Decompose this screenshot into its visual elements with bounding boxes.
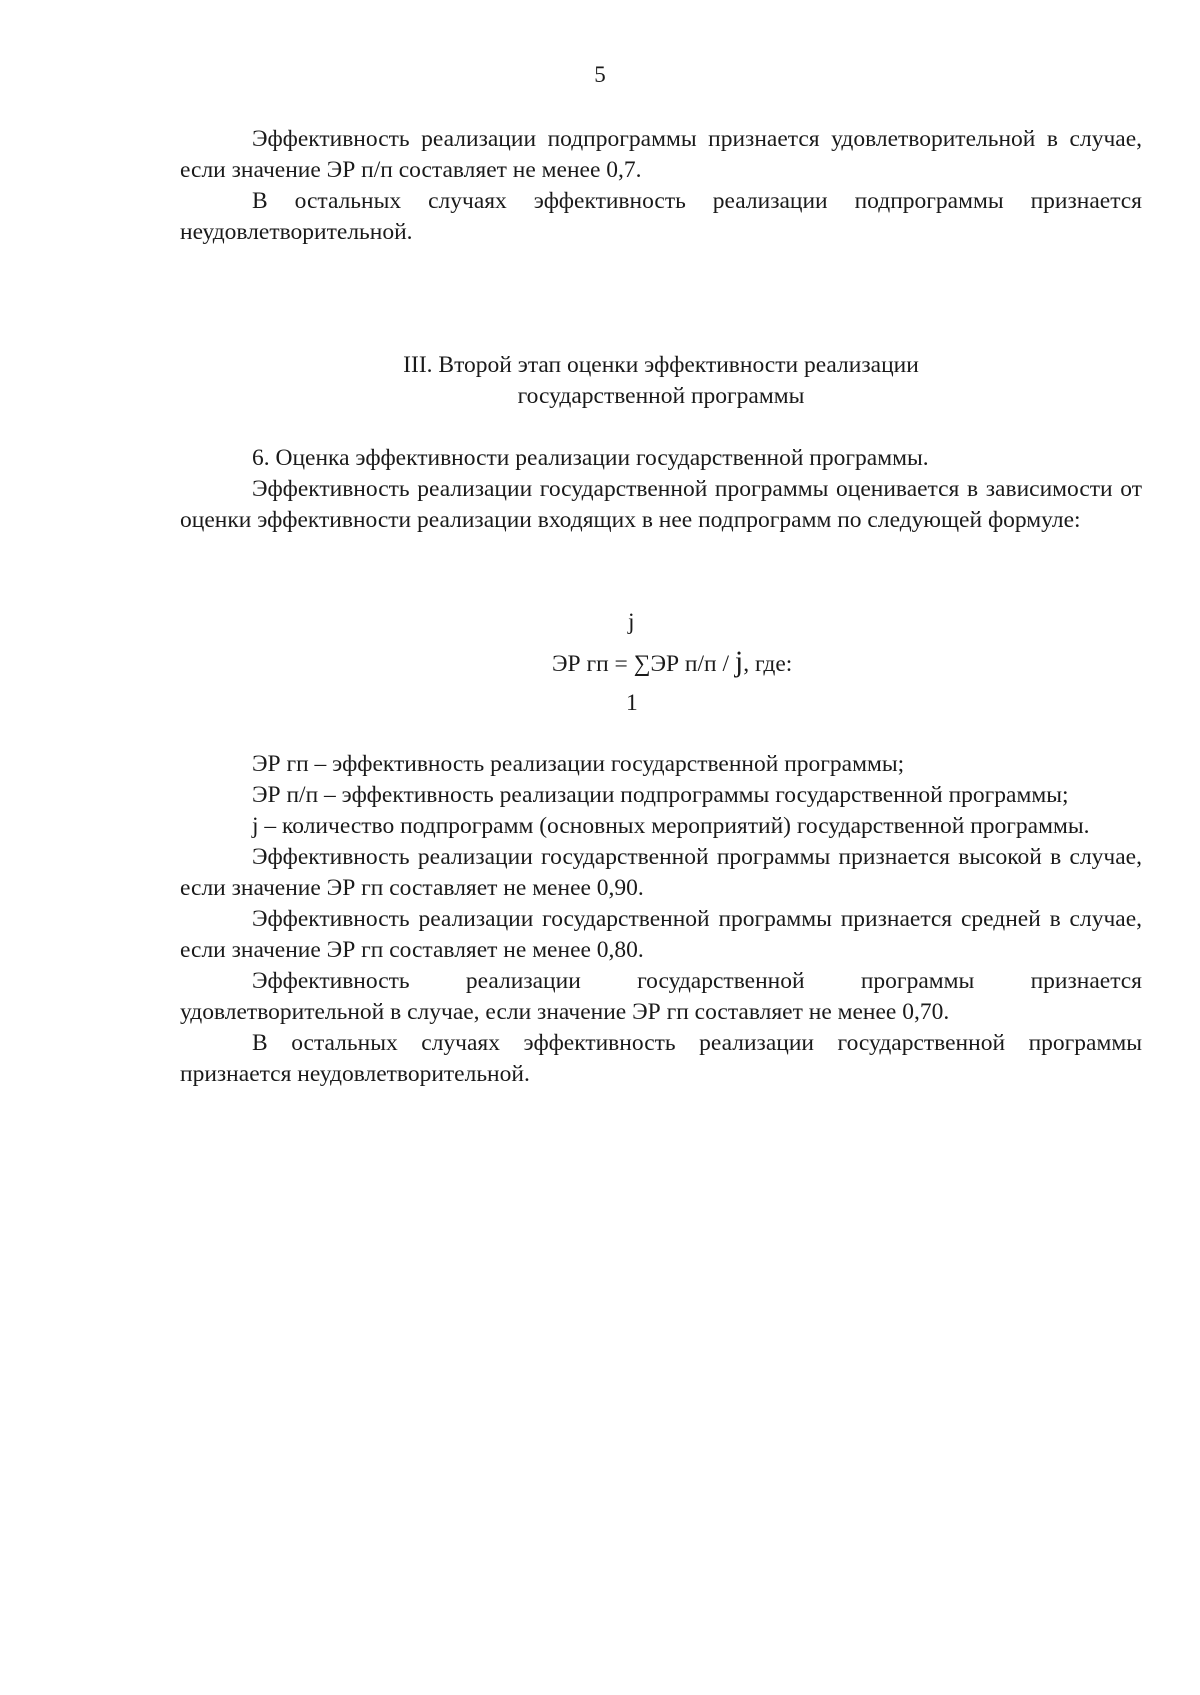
section-heading-line: III. Второй этап оценки эффективности реализации xyxy=(403,352,919,378)
sum-lower-limit: 1 xyxy=(626,690,638,716)
formula-expression xyxy=(552,645,793,678)
section-heading-line: государственной программы xyxy=(517,383,805,409)
paragraph: Эффективность реализации государственной программы признается высокой в случае, если значение ЭР гп составляет не менее 0,90. xyxy=(180,844,1142,901)
intro-text xyxy=(180,124,1142,248)
paragraph: j – количество подпрограмм (основных мероприятий) государственной программы. xyxy=(252,813,1090,839)
paragraph: Эффективность реализации государственной программы оценивается в зависимости от оценки эффективности реализации входящих в нее подпрограмм по следующей формуле: xyxy=(180,476,1142,533)
paragraph: Эффективность реализации государственной программы признается удовлетворительной в случае, если значение ЭР гп составляет не менее 0,70. xyxy=(180,968,1142,1025)
paragraph: В остальных случаях эффективность реализации государственной программы признается неудовлетворительной. xyxy=(180,1030,1142,1087)
formula-suffix: , где: xyxy=(743,651,793,677)
assessment-text xyxy=(180,443,1142,536)
paragraph: 6. Оценка эффективности реализации государственной программы. xyxy=(252,445,929,471)
definitions-text xyxy=(180,749,1142,1090)
paragraph: ЭР гп – эффективность реализации государственной программы; xyxy=(252,751,905,777)
paragraph: Эффективность реализации подпрограммы признается удовлетворительной в случае, если значение ЭР п/п составляет не менее 0,7. xyxy=(180,126,1142,183)
paragraph: Эффективность реализации государственной программы признается средней в случае, если значение ЭР гп составляет не менее 0,80. xyxy=(180,906,1142,963)
page-number: 5 xyxy=(594,62,606,87)
formula-divisor: j xyxy=(734,645,744,678)
paragraph: ЭР п/п – эффективность реализации подпрограммы государственной программы; xyxy=(252,782,1069,808)
efficiency-formula xyxy=(0,608,1200,718)
formula-sum-term: ∑ЭР п/п / xyxy=(633,651,735,677)
paragraph: В остальных случаях эффективность реализации подпрограммы признается неудовлетворительной. xyxy=(180,188,1142,245)
sum-upper-limit: j xyxy=(628,609,635,635)
section-heading xyxy=(180,350,1142,412)
formula-lhs: ЭР гп = xyxy=(552,651,634,677)
